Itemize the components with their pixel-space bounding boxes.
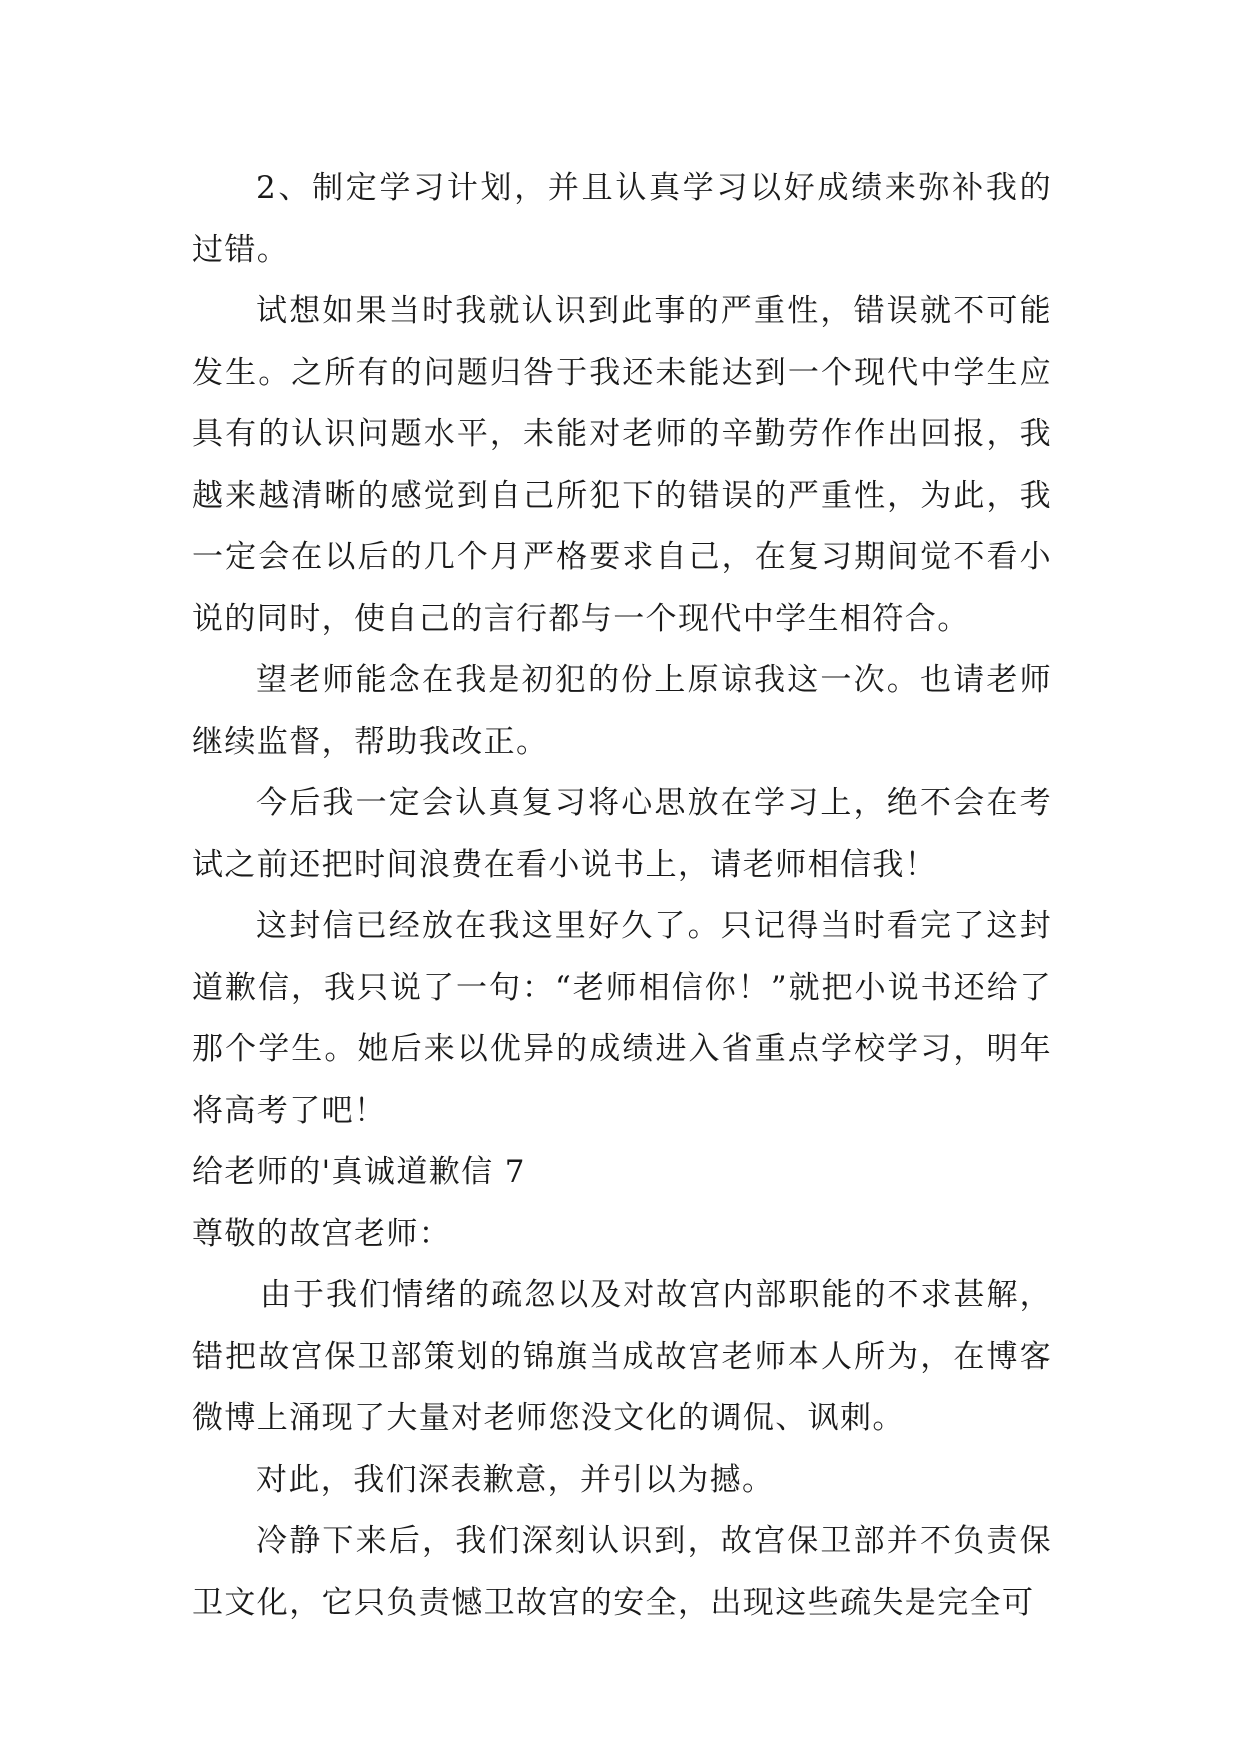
letter-paragraph-apology: 由于我们情绪的疏忽以及对故宫内部职能的不求甚解，错把故宫保卫部策划的锦旗当成故宫老师本人所为，在博客微博上涌现了大量对老师您没文化的调侃、讽刺。 (192, 1277, 1052, 1436)
section-title: 给老师的'真诚道歉信 7 (192, 1154, 526, 1190)
paragraph-promise: 今后我一定会认真复习将心思放在学习上，绝不会在考试之前还把时间浪费在看小说书上，请老师相信我！ (192, 785, 1052, 883)
paragraph-forgiveness: 望老师能念在我是初犯的份上原谅我这一次。也请老师继续监督，帮助我改正。 (192, 662, 1052, 760)
salutation: 尊敬的故宫老师： (192, 1215, 452, 1252)
paragraph-teacher-note: 这封信已经放在我这里好久了。只记得当时看完了这封道歉信，我只说了一句：“老师相信你！”就把小说书还给了那个学生。她后来以优异的成绩进入省重点学校学习，明年将高考了吧！ (192, 908, 1052, 1129)
document-body (192, 158, 1052, 1634)
paragraph-study-plan: 2、制定学习计划，并且认真学习以好成绩来弥补我的过错。 (192, 170, 1052, 268)
letter-paragraph-realization: 冷静下来后，我们深刻认识到，故宫保卫部并不负责保卫文化，它只负责憾卫故宫的安全，出现这些疏失是完全可 (192, 1523, 1052, 1621)
paragraph-reflection: 试想如果当时我就认识到此事的严重性，错误就不可能发生。之所有的问题归咎于我还未能达到一个现代中学生应具有的认识问题水平，未能对老师的辛勤劳作作出回报，我越来越清晰的感觉到自己所犯下的错误的严重性，为此，我一定会在以后的几个月严格要求自己，在复习期间觉不看小说的同时，使自己的言行都与一个现代中学生相符合。 (192, 293, 1052, 637)
letter-paragraph-regret: 对此，我们深表歉意，并引以为撼。 (256, 1461, 775, 1498)
